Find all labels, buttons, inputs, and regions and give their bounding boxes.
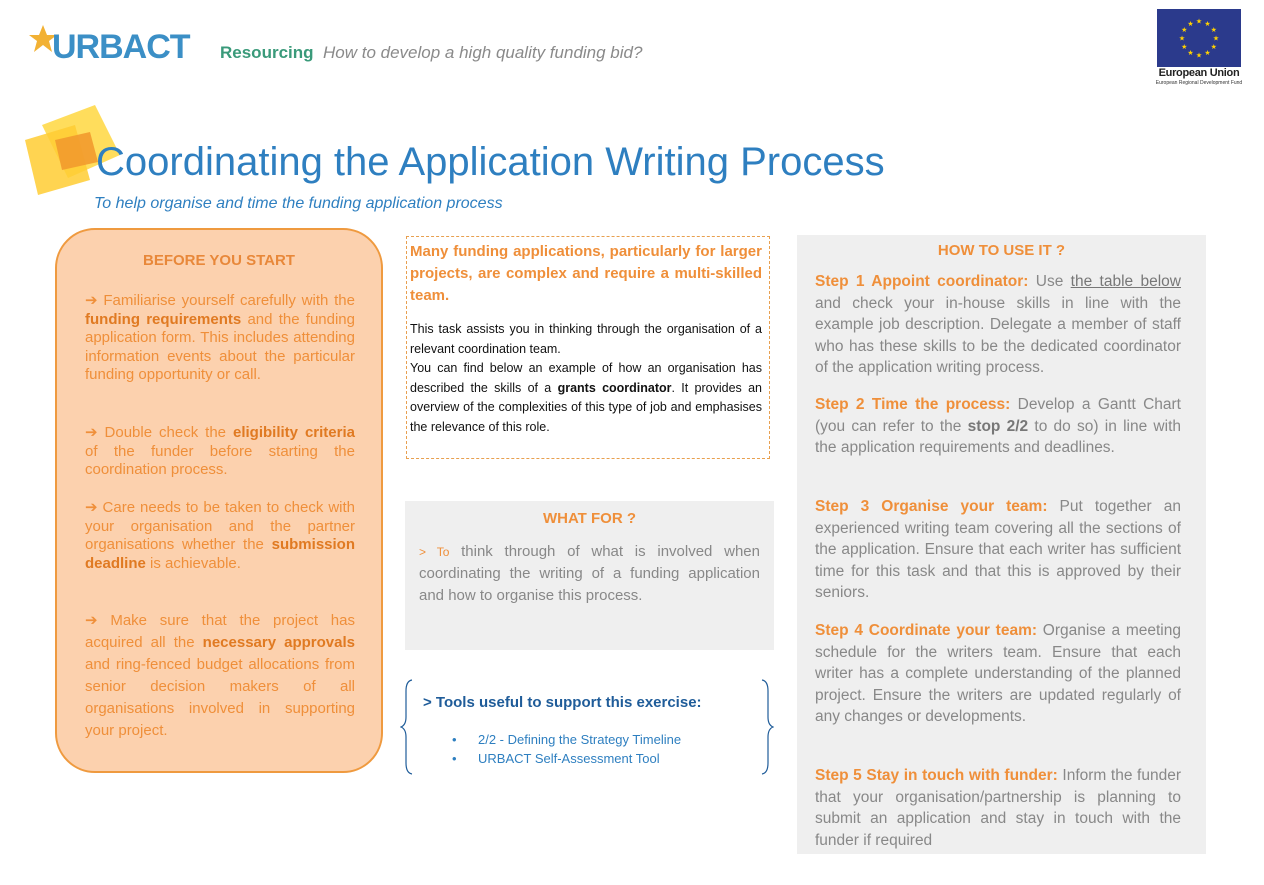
tool-link[interactable]: • 2/2 - Defining the Strategy Timeline [452, 730, 681, 749]
eu-name: European Union [1158, 67, 1240, 79]
eu-star-icon: ★ [1195, 18, 1203, 26]
eu-star-icon: ★ [1178, 35, 1186, 43]
eu-star-icon: ★ [1212, 35, 1220, 43]
table-below-link[interactable]: the table below [1070, 273, 1181, 290]
intro-body: This task assists you in thinking through the organisation of a relevant coordination team. You can find below an example of how an organisation has described the skills of a grants coordinator. It provides an overview of the complexities of this type of job and emphasises the relevance of this role. [410, 322, 762, 434]
tool-link[interactable]: • URBACT Self-Assessment Tool [452, 749, 681, 768]
step-2: Step 2 Time the process: Develop a Gantt Chart (you can refer to the stop 2/2 to do so) in line with the application requirements and deadlines. [815, 396, 1181, 456]
eu-star-icon: ★ [1181, 27, 1188, 34]
what-for-title: WHAT FOR ? [542, 510, 637, 527]
tools-title: > Tools useful to support this exercise: [423, 694, 702, 711]
eu-star-icon: ★ [1210, 27, 1217, 34]
arrow-icon: ➔ [85, 612, 111, 629]
eu-star-icon: ★ [1210, 44, 1217, 51]
header-subtitle: How to develop a high quality funding bid? [323, 43, 643, 62]
what-for-body: > To think through of what is involved when coordinating the writing of a funding application and how to organise this process. [419, 543, 760, 604]
step-3: Step 3 Organise your team: Put together an experienced writing team covering all the sections of the application. Ensure that each writer has sufficient time for this task and that this is approved by their seniors. [815, 498, 1181, 601]
before-item: ➔ Familiarise yourself carefully with the funding requirements and the funding application form. This includes attending information events about the particular funding opportunity or call. [85, 292, 355, 383]
step-1: Step 1 Appoint coordinator: Use the table below and check your in-house skills in line with the example job description. Delegate a member of staff who has these skills to be the dedicated coordinator of the application writing process. [815, 273, 1181, 376]
intro-box [406, 236, 770, 459]
before-title: BEFORE YOU START [143, 252, 295, 269]
page-title: Coordinating the Application Writing Process [96, 140, 885, 184]
how-to-use-box [797, 235, 1206, 854]
section-label: Resourcing [220, 43, 314, 62]
logo-text: URBACT [52, 28, 190, 66]
eu-flag-icon [1157, 9, 1241, 67]
before-item: ➔ Care needs to be taken to check with your organisation and the partner organisations whether the submission deadline is achievable. [85, 499, 355, 572]
arrow-icon: ➔ [85, 292, 104, 309]
before-item: ➔ Double check the eligibility criteria of the funder before starting the coordination process. [85, 424, 355, 478]
step-4: Step 4 Coordinate your team: Organise a meeting schedule for the writers team. Ensure that each writer has a complete understanding of the planned project. Ensure the writers are updated regularly of any changes or developments. [815, 622, 1181, 725]
right-brace-icon [760, 679, 774, 775]
eu-star-icon: ★ [1181, 44, 1188, 51]
left-brace-icon [400, 679, 414, 775]
eu-star-icon: ★ [1195, 52, 1203, 60]
eu-fund-label: European Regional Development Fund [1155, 80, 1243, 86]
eu-star-icon: ★ [1204, 20, 1211, 28]
eu-star-icon: ★ [1204, 50, 1211, 58]
eu-star-icon: ★ [1187, 50, 1194, 58]
eu-star-icon: ★ [1187, 20, 1194, 28]
tools-list [452, 730, 681, 768]
arrow-icon: ➔ [85, 424, 105, 441]
before-you-start-box [55, 228, 383, 773]
page-subtitle: To help organise and time the funding application process [94, 195, 503, 212]
what-for-box [405, 501, 774, 650]
how-to-title: HOW TO USE IT ? [937, 242, 1066, 259]
before-item: ➔ Make sure that the project has acquired all the necessary approvals and ring-fenced budget allocations from senior decision makers of all organisations involved in supporting your project. [85, 612, 355, 739]
step-5: Step 5 Stay in touch with funder: Inform the funder that your organisation/partnership is planning to submit an application and stay in touch with the funder if required [815, 767, 1181, 849]
intro-lead: Many funding applications, particularly for larger projects, are complex and require a multi-skilled team. [410, 243, 762, 304]
arrow-icon: ➔ [85, 499, 103, 516]
